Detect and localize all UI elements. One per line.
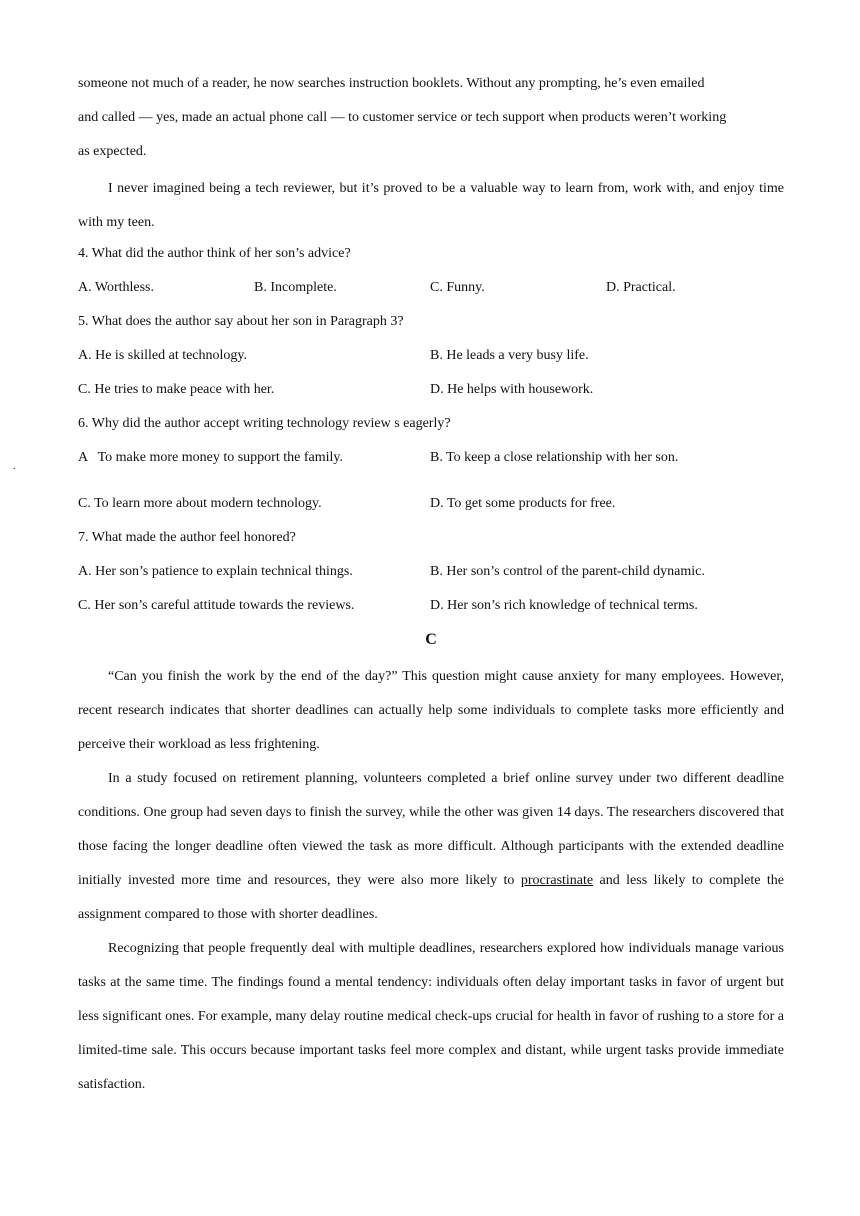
option-d[interactable]: D. To get some products for free. <box>430 496 616 511</box>
option-d[interactable]: D. Practical. <box>606 280 676 295</box>
option-c[interactable]: C. Funny. <box>430 280 485 295</box>
question-stem: 4. What did the author think of her son’s advice? <box>78 246 351 261</box>
text-line: as expected. <box>78 144 147 159</box>
option-d[interactable]: D. He helps with housework. <box>430 382 594 397</box>
passage-c-paragraph-2 <box>78 762 784 932</box>
answer-options-row <box>78 444 784 490</box>
answer-options <box>78 274 784 308</box>
answer-options-row <box>78 592 784 626</box>
option-b[interactable]: B. Her son’s control of the parent-child dynamic. <box>430 564 705 579</box>
option-c[interactable]: C. To learn more about modern technology. <box>78 496 322 511</box>
option-b[interactable]: B. Incomplete. <box>254 280 337 295</box>
stray-mark: . <box>13 461 16 472</box>
answer-options-row <box>78 342 784 376</box>
text-line: someone not much of a reader, he now searches instruction booklets. Without any prompting, he’s even emailed <box>78 76 705 91</box>
passage-b-paragraph-continued <box>78 70 784 172</box>
paragraph-text: and less likely to complete the assignment compared to those with shorter deadlines. <box>78 873 784 922</box>
option-a[interactable]: A. He is skilled at technology. <box>78 348 248 363</box>
section-title: C <box>425 631 437 648</box>
question-6 <box>78 410 784 524</box>
option-a[interactable]: A. Worthless. <box>78 280 155 295</box>
option-c[interactable]: C. Her son’s careful attitude towards the reviews. <box>78 598 355 613</box>
option-a[interactable]: A To make more money to support the family. <box>78 450 343 465</box>
document-page <box>78 70 784 1102</box>
passage-c-paragraph-1: “Can you finish the work by the end of the day?” This question might cause anxiety for many employees. However, recent research indicates that shorter deadlines can actually help some individuals to complete tasks more efficiently and perceive their workload as less frightening. <box>78 669 784 752</box>
option-d[interactable]: D. Her son’s rich knowledge of technical terms. <box>430 598 698 613</box>
answer-options-row <box>78 490 784 524</box>
underlined-word: procrastinate <box>520 873 594 888</box>
question-4 <box>78 240 784 308</box>
passage-c-paragraph-3: Recognizing that people frequently deal with multiple deadlines, researchers explored how individuals manage various tasks at the same time. The findings found a mental tendency: individuals often delay important tasks in favor of urgent but less significant ones. For example, many delay routine medical check-ups crucial for health in favor of rushing to a store for a limited-time sale. This occurs because important tasks feel more complex and distant, while urgent tasks provide immediate satisfaction. <box>78 941 784 1092</box>
text-line: and called — yes, made an actual phone call — to customer service or tech support when products weren’t working <box>78 110 727 125</box>
option-b[interactable]: B. To keep a close relationship with her son. <box>430 450 679 465</box>
option-a[interactable]: A. Her son’s patience to explain technical things. <box>78 564 353 579</box>
answer-options-row <box>78 558 784 592</box>
question-stem: 6. Why did the author accept writing technology review s eagerly? <box>78 416 451 431</box>
passage-b-closing-paragraph: I never imagined being a tech reviewer, but it’s proved to be a valuable way to learn from, work with, and enjoy time with my teen. <box>78 181 784 230</box>
question-stem: 5. What does the author say about her son in Paragraph 3? <box>78 314 404 329</box>
question-5 <box>78 308 784 410</box>
paragraph-text: In a study focused on retirement planning, volunteers completed a brief online survey under two different deadline conditions. One group had seven days to finish the survey, while the other was given 14 days. The researchers discovered that those facing the longer deadline often viewed the task as more difficult. Although participants with the extended deadline initially invested more time and resources, they were also more likely to <box>78 771 784 888</box>
option-c[interactable]: C. He tries to make peace with her. <box>78 382 275 397</box>
answer-options-row <box>78 376 784 410</box>
option-b[interactable]: B. He leads a very busy life. <box>430 348 589 363</box>
question-7 <box>78 524 784 626</box>
question-stem: 7. What made the author feel honored? <box>78 530 296 545</box>
